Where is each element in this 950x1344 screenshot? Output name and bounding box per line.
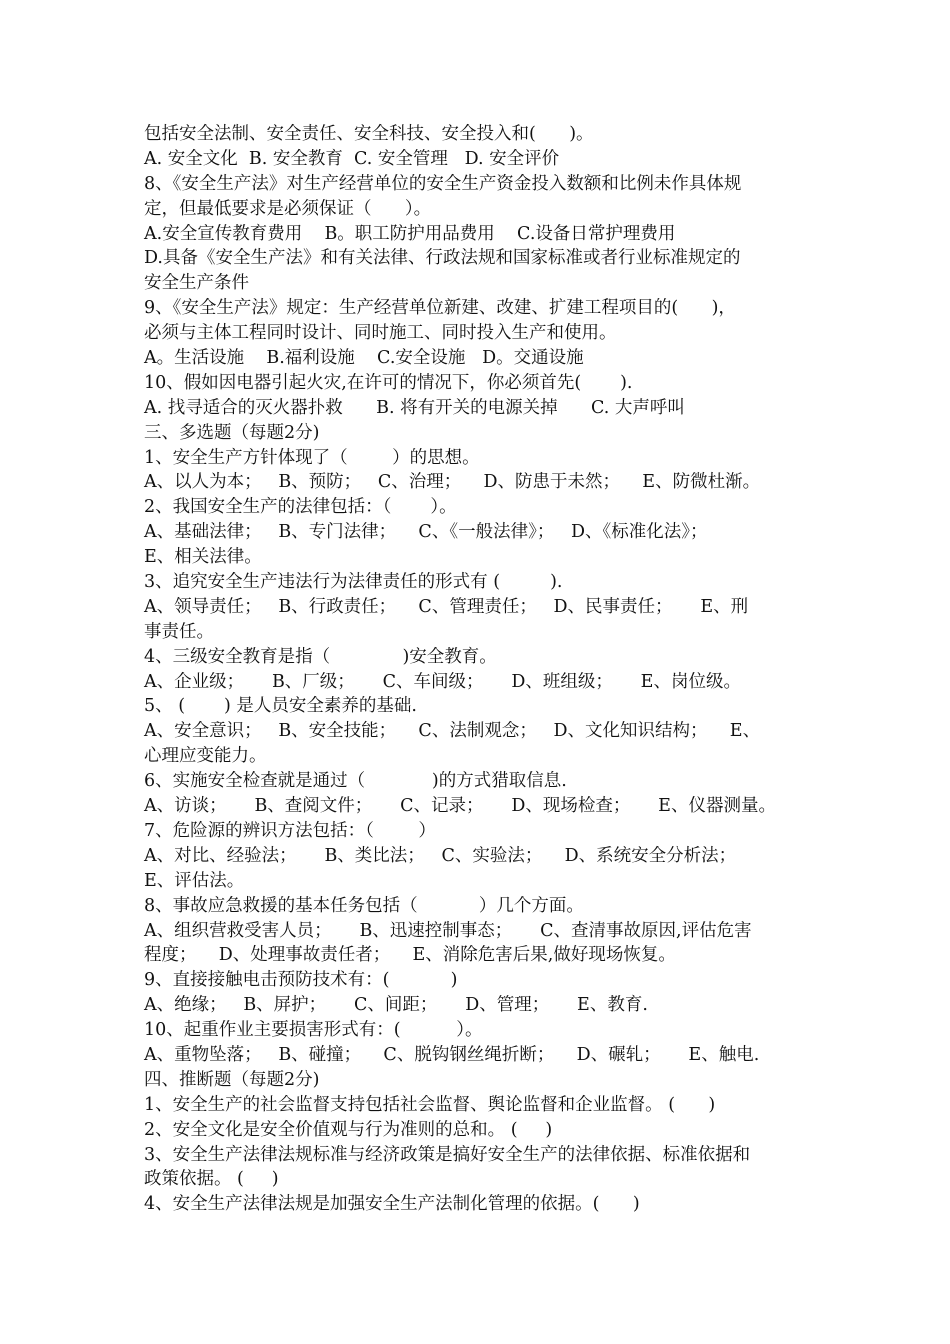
- text-line: 3、追究安全生产违法行为法律责任的形式有 ( ).: [144, 572, 563, 593]
- text-line: 心理应变能力。: [144, 746, 267, 767]
- text-line: 2、我国安全生产的法律包括：（ ）。: [144, 497, 457, 518]
- text-line: E、评估法。: [144, 870, 245, 891]
- text-line: A、安全意识； B、安全技能； C、法制观念； D、文化知识结构； E、: [144, 721, 761, 742]
- text-line: 8、事故应急救援的基本任务包括（ ）几个方面。: [144, 895, 584, 916]
- text-line: 9、直接接触电击预防技术有：( ): [144, 970, 458, 991]
- text-line: A、访谈； B、查阅文件； C、记录； D、现场检查； E、仪器测量。: [144, 796, 776, 817]
- text-line: 4、三级安全教育是指（ )安全教育。: [144, 646, 497, 667]
- text-line: A.安全宣传教育费用 B。职工防护用品费用 C.设备日常护理费用: [144, 223, 676, 244]
- text-line: A、以人为本； B、预防； C、治理； D、防患于未然； E、防微杜渐。: [144, 472, 761, 493]
- text-line: 必须与主体工程同时设计、同时施工、同时投入生产和使用。: [144, 323, 617, 344]
- text-line: 5、 ( ) 是人员安全素养的基础.: [144, 696, 417, 717]
- text-line: A、基础法律； B、专门法律； C、《一般法律》； D、《标准化法》；: [144, 522, 708, 543]
- text-line: A、组织营救受害人员； B、迅速控制事态； C、查清事故原因,评估危害: [144, 920, 752, 941]
- text-line: A、领导责任； B、行政责任； C、管理责任； D、民事责任； E、刑: [144, 596, 749, 617]
- text-line: 政策依据。 ( ): [144, 1169, 279, 1190]
- text-line: A、企业级； B、厂级； C、车间级； D、班组级； E、岗位级。: [144, 671, 741, 692]
- text-line: A。生活设施 B.福利设施 C.安全设施 D。交通设施: [144, 348, 584, 369]
- text-line: 定，但最低要求是必须保证（ ）。: [144, 198, 432, 219]
- text-line: 9、《安全生产法》规定：生产经营单位新建、改建、扩建工程项目的( )，: [144, 298, 736, 319]
- text-line: 6、实施安全检查就是通过（ )的方式猎取信息.: [144, 771, 567, 792]
- text-line: D.具备《安全生产法》和有关法律、行政法规和国家标准或者行业标准规定的: [144, 248, 741, 269]
- text-line: 4、安全生产法律法规是加强安全生产法制化管理的依据。( ): [144, 1194, 640, 1215]
- section-heading: 三、多选题（每题2分): [144, 422, 320, 443]
- text-line: 10、假如因电器引起火灾,在许可的情况下，你必须首先( ).: [144, 372, 633, 393]
- text-line: A、重物坠落； B、碰撞； C、脱钩钢丝绳折断； D、碾轧； E、触电.: [144, 1044, 760, 1065]
- text-line: 8、《安全生产法》对生产经营单位的安全生产资金投入数额和比例未作具体规: [144, 173, 742, 194]
- text-line: 2、安全文化是安全价值观与行为准则的总和。 ( ): [144, 1119, 553, 1140]
- text-line: 1、安全生产方针体现了（ ）的思想。: [144, 447, 480, 468]
- text-line: A、绝缘； B、屏护； C、间距； D、管理； E、教育.: [144, 995, 648, 1016]
- text-line: 7、危险源的辨识方法包括：（ ）: [144, 820, 436, 841]
- document-page: [144, 122, 824, 1217]
- text-line: 事责任。: [144, 621, 214, 642]
- text-line: A、对比、经验法； B、类比法； C、实验法； D、系统安全分析法；: [144, 845, 737, 866]
- section-heading: 四、推断题（每题2分): [144, 1069, 320, 1090]
- text-line: 10、起重作业主要损害形式有：( ）。: [144, 1020, 483, 1041]
- text-line: 3、安全生产法律法规标准与经济政策是搞好安全生产的法律依据、标准依据和: [144, 1144, 751, 1165]
- text-line: 1、安全生产的社会监督支持包括社会监督、舆论监督和企业监督。 ( ): [144, 1094, 716, 1115]
- text-line: 安全生产条件: [144, 273, 249, 294]
- text-line: A. 找寻适合的灭火器扑救 B. 将有开关的电源关掉 C. 大声呼叫: [144, 397, 685, 418]
- text-line: A. 安全文化 B. 安全教育 C. 安全管理 D. 安全评价: [144, 148, 560, 169]
- text-line: 程度； D、处理事故责任者； E、消除危害后果,做好现场恢复。: [144, 945, 676, 966]
- text-line: 包括安全法制、安全责任、安全科技、安全投入和( )。: [144, 124, 594, 144]
- text-line: E、相关法律。: [144, 547, 262, 568]
